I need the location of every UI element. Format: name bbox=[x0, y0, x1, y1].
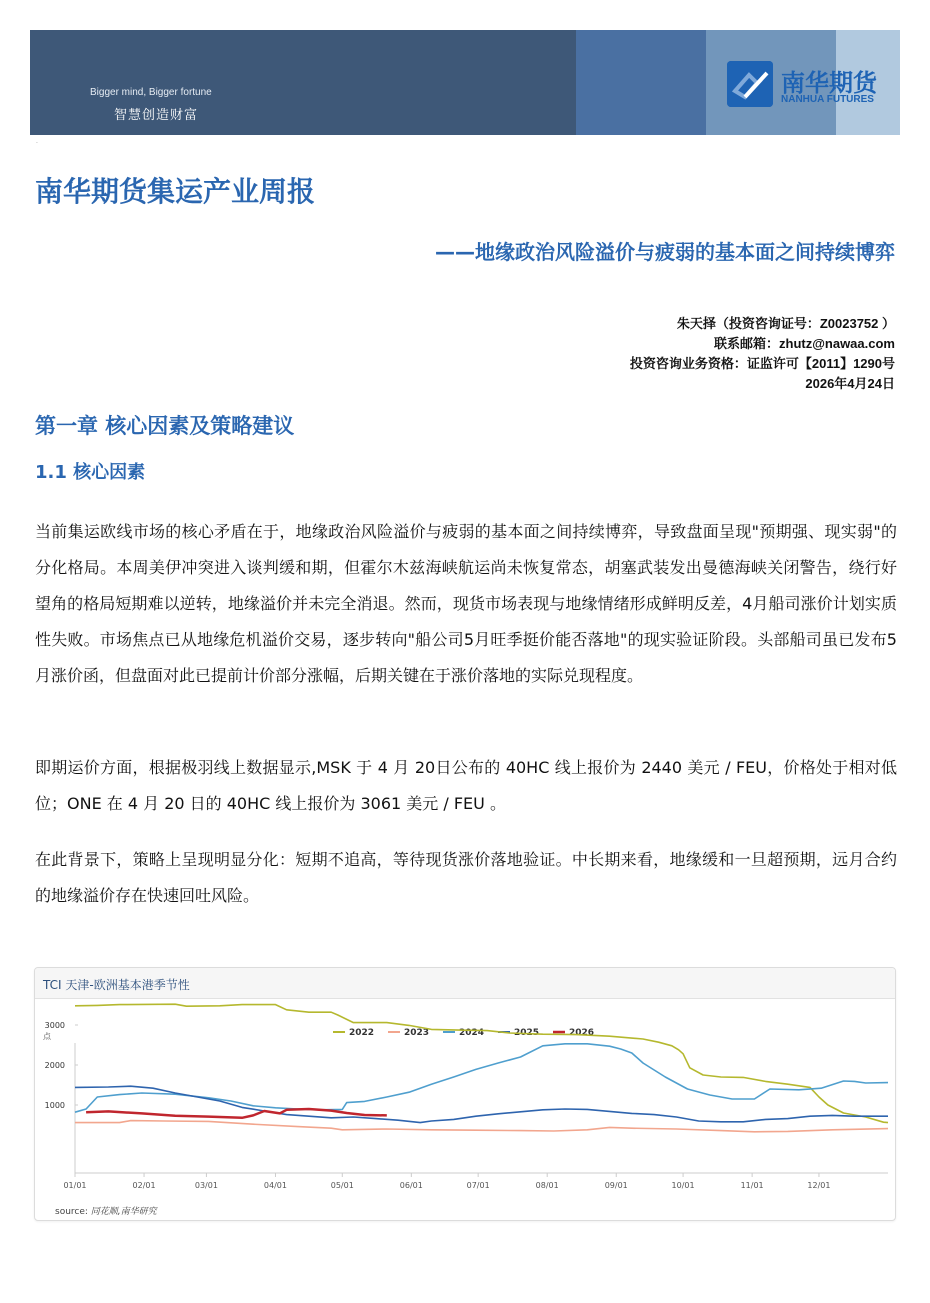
x-tick-label: 12/01 bbox=[807, 1181, 831, 1190]
author-line: 朱天择（投资咨询证号：Z0023752 ） bbox=[676, 316, 895, 331]
series-line-2026 bbox=[86, 1109, 387, 1118]
report-banner bbox=[30, 30, 900, 135]
x-tick-label: 11/01 bbox=[740, 1181, 764, 1190]
chart-source: source: 同花顺,南华研究 bbox=[55, 1207, 157, 1217]
page-mark: · bbox=[36, 140, 38, 147]
x-tick-label: 09/01 bbox=[604, 1181, 628, 1190]
x-tick-label: 07/01 bbox=[466, 1181, 490, 1190]
author-block bbox=[630, 314, 895, 394]
x-tick-label: 05/01 bbox=[330, 1181, 354, 1190]
y-tick-label: 3000 bbox=[44, 1021, 65, 1030]
logo-mark-icon bbox=[727, 61, 773, 107]
email-line: 联系邮箱：zhutz@nawaa.com bbox=[714, 336, 895, 351]
y-tick-label: 2000 bbox=[44, 1061, 65, 1070]
logo-text-cn: 南华期货 bbox=[781, 69, 877, 97]
legend-label[interactable]: 2023 bbox=[404, 1028, 430, 1038]
series-line-2024 bbox=[75, 1044, 888, 1112]
section-heading: 1.1 核心因素 bbox=[35, 462, 146, 483]
chapter-heading: 第一章 核心因素及策略建议 bbox=[35, 414, 295, 438]
x-tick-label: 08/01 bbox=[535, 1181, 559, 1190]
y-axis-unit: 点 bbox=[43, 1032, 51, 1041]
report-title: 南华期货集运产业周报 bbox=[35, 175, 316, 208]
company-logo bbox=[727, 61, 897, 111]
legend-label[interactable]: 2022 bbox=[349, 1028, 375, 1038]
x-tick-label: 10/01 bbox=[671, 1181, 695, 1190]
report-date: 2026年4月24日 bbox=[805, 376, 895, 391]
paragraph-core-factors: 当前集运欧线市场的核心矛盾在于，地缘政治风险溢价与疲弱的基本面之间持续博弈，导致盘面呈现"预期强、现实弱"的分化格局。本周美伊冲突进入谈判缓和期，但霍尔木兹海峡航运尚未恢复常态，胡塞武装发出曼德海峡关闭警告，绕行好望角的格局短期难以逆转，地缘溢价并未完全消退。然而，现货市场表现与地缘情绪形成鲜明反差，4月船司涨价计划实质性失败。市场焦点已从地缘危机溢价交易，逐步转向"船公司5月旺季挺价能否落地"的现实验证阶段。头部船司虽已发布5月涨价函，但盘面对此已提前计价部分涨幅，后期关键在于涨价落地的实际兑现程度。 bbox=[35, 522, 897, 685]
x-tick-label: 03/01 bbox=[194, 1181, 218, 1190]
paragraph-strategy: 在此背景下，策略上呈现明显分化：短期不追高，等待现货涨价落地验证。中长期来看，地缘缓和一旦超预期，远月合约的地缘溢价存在快速回吐风险。 bbox=[35, 850, 897, 905]
legend-label[interactable]: 2025 bbox=[514, 1028, 540, 1038]
seasonality-line-chart bbox=[35, 968, 895, 1220]
x-tick-label: 04/01 bbox=[263, 1181, 287, 1190]
report-subtitle: ——地缘政治风险溢价与疲弱的基本面之间持续博弈 bbox=[435, 240, 895, 264]
series-line-2023 bbox=[75, 1121, 888, 1132]
slogan-chinese: 智慧创造财富 bbox=[114, 108, 199, 123]
slogan-english: Bigger mind, Bigger fortune bbox=[90, 87, 212, 98]
x-tick-label: 02/01 bbox=[132, 1181, 156, 1190]
banner-band bbox=[576, 30, 706, 135]
legend-label[interactable]: 2024 bbox=[459, 1028, 485, 1038]
chart-card bbox=[34, 967, 896, 1221]
series-line-2022 bbox=[75, 1004, 888, 1122]
chart-title: TCI 天津-欧洲基本港季节性 bbox=[43, 978, 190, 992]
paragraph-spot-rates: 即期运价方面，根据极羽线上数据显示,MSK 于 4 月 20日公布的 40HC 线上报价为 2440 美元 / FEU，价格处于相对低位；ONE 在 4 月 20 日的 40HC 线上报价为 3061 美元 / FEU 。 bbox=[35, 758, 897, 813]
legend-label[interactable]: 2026 bbox=[569, 1028, 595, 1038]
logo-text-en: NANHUA FUTURES bbox=[781, 94, 874, 105]
license-line: 投资咨询业务资格：证监许可【2011】1290号 bbox=[629, 356, 895, 371]
x-tick-label: 06/01 bbox=[399, 1181, 423, 1190]
x-tick-label: 01/01 bbox=[63, 1181, 87, 1190]
y-tick-label: 1000 bbox=[44, 1101, 65, 1110]
